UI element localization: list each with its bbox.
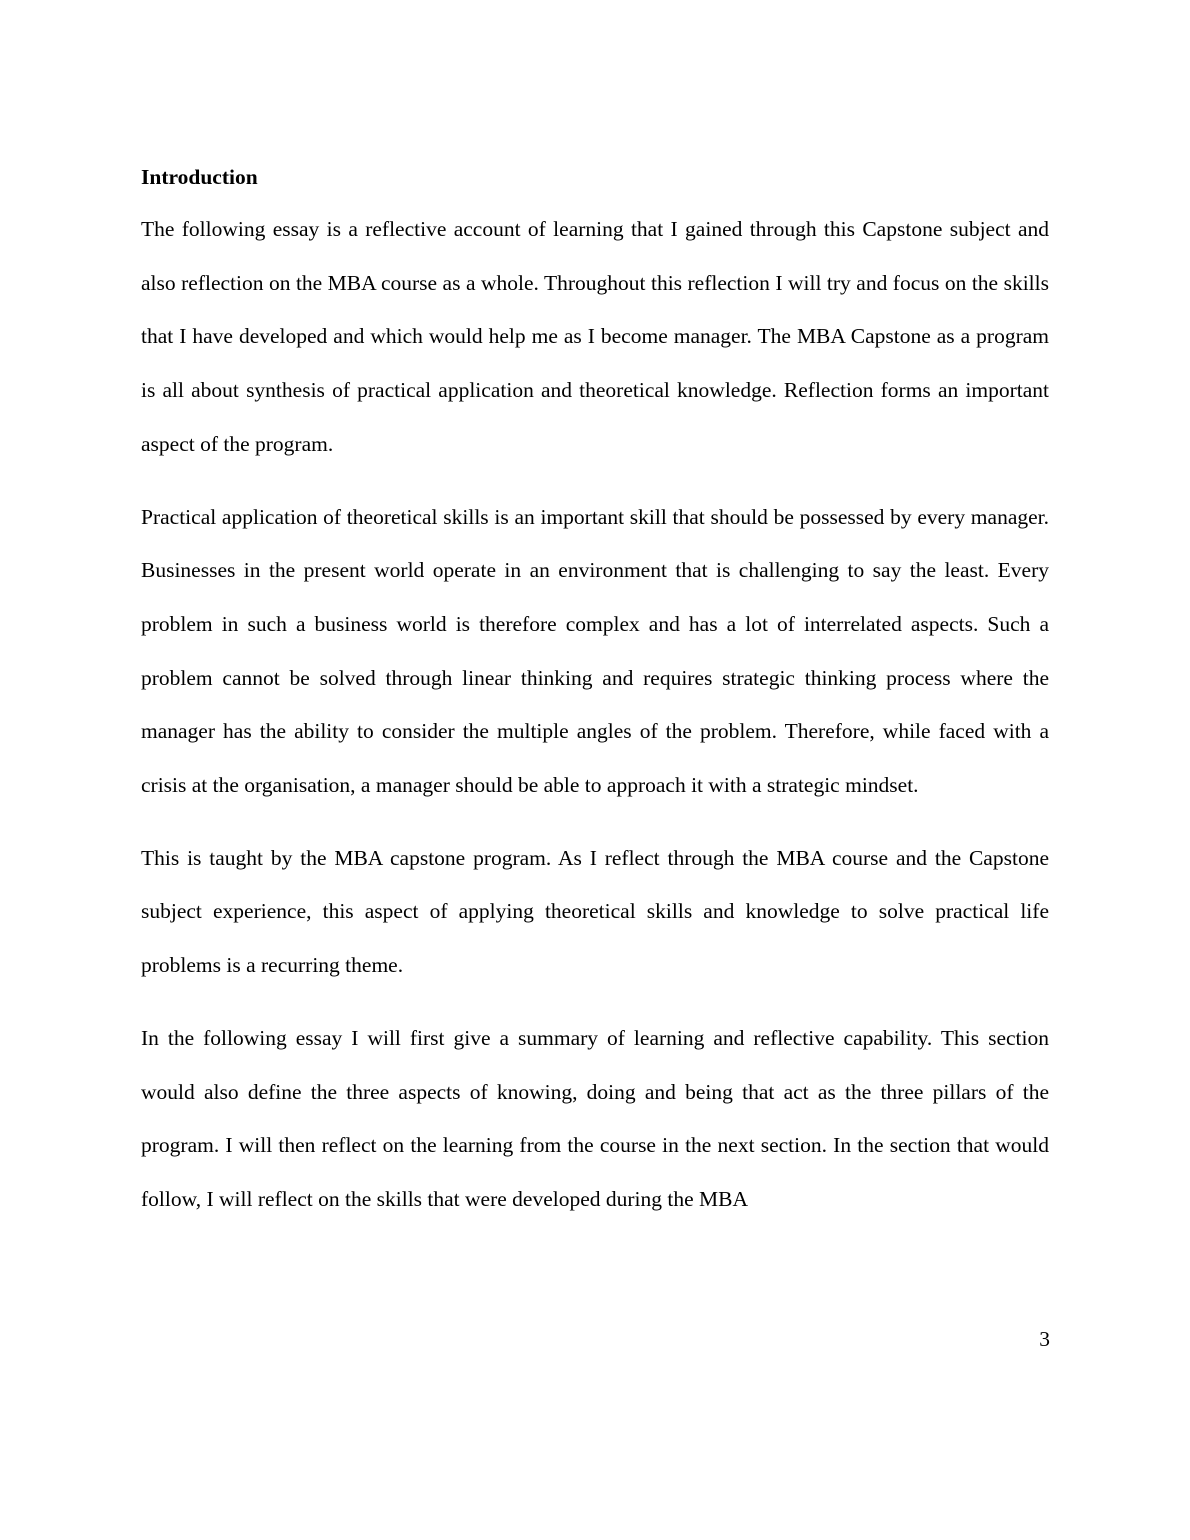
- paragraph-1: The following essay is a reflective account of learning that I gained through this Capstone subject and also reflection on the MBA course as a whole. Throughout this reflection I will try and focus on the skills that I have developed and which would help me as I become manager. The MBA Capstone as a program is all about synthesis of practical application and theoretical knowledge. Reflection forms an important aspect of the program.: [141, 217, 1049, 456]
- paragraph-3: This is taught by the MBA capstone program. As I reflect through the MBA course and the Capstone subject experience, this aspect of applying theoretical skills and knowledge to solve practical life problems is a recurring theme.: [141, 845, 1049, 978]
- section-heading: Introduction: [141, 165, 258, 189]
- paragraph-2: Practical application of theoretical skills is an important skill that should be possessed by every manager. Businesses in the present world operate in an environment that is challenging to say the least. Every problem in such a business world is therefore complex and has a lot of interrelated aspects. Such a problem cannot be solved through linear thinking and requires strategic thinking process where the manager has the ability to consider the multiple angles of the problem. Therefore, while faced with a crisis at the organisation, a manager should be able to approach it with a strategic mindset.: [141, 504, 1049, 798]
- page-number: 3: [1039, 1327, 1050, 1351]
- document-body: [141, 160, 1049, 1246]
- paragraph-4: In the following essay I will first give a summary of learning and reflective capability. This section would also define the three aspects of knowing, doing and being that act as the three pillars of the program. I will then reflect on the learning from the course in the next section. In the section that would follow, I will reflect on the skills that were developed during the MBA: [141, 1025, 1049, 1211]
